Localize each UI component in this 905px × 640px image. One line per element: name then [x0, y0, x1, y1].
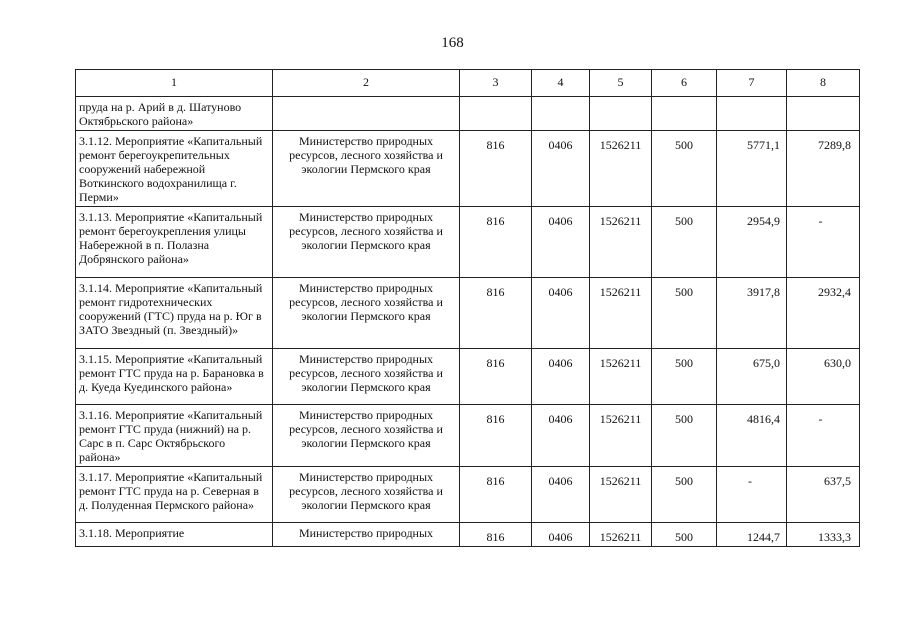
- target-article-cell: 1526211: [590, 207, 652, 278]
- table-header-row: [76, 70, 860, 97]
- expense-type-cell: 500: [652, 349, 717, 405]
- activity-name-cell: 3.1.17. Мероприятие «Капитальный ремонт ГТС пруда на р. Северная в д. Полуденная Пермского района»: [76, 467, 273, 523]
- column-header: 5: [590, 70, 652, 97]
- activity-name-cell: 3.1.18. Мероприятие: [76, 523, 273, 547]
- amount-cell: 2954,9: [717, 207, 787, 278]
- gp-code-cell: 816: [460, 467, 532, 523]
- target-article-cell: 1526211: [590, 467, 652, 523]
- amount-cell: 1244,7: [717, 523, 787, 547]
- budget-table: [75, 69, 860, 547]
- amount-cell: 3917,8: [717, 278, 787, 349]
- amount-cell: 5771,1: [717, 131, 787, 207]
- column-header: 7: [717, 70, 787, 97]
- section-code-cell: 0406: [532, 131, 590, 207]
- expense-type-cell: 500: [652, 131, 717, 207]
- table-row: [76, 467, 860, 523]
- activity-name-cell: 3.1.16. Мероприятие «Капитальный ремонт ГТС пруда (нижний) на р. Сарс в п. Сарс Октябрьского района»: [76, 405, 273, 467]
- table-row: [76, 278, 860, 349]
- target-article-cell: 1526211: [590, 523, 652, 547]
- table-row: [76, 523, 860, 547]
- amount-cell: 1333,3: [787, 523, 860, 547]
- amount-cell: -: [717, 467, 787, 523]
- amount-cell: 637,5: [787, 467, 860, 523]
- amount-cell: 4816,4: [717, 405, 787, 467]
- amount-cell: [717, 97, 787, 131]
- expense-type-cell: 500: [652, 278, 717, 349]
- gp-code-cell: 816: [460, 405, 532, 467]
- amount-cell: -: [787, 405, 860, 467]
- activity-name-cell: 3.1.14. Мероприятие «Капитальный ремонт гидротехнических сооружений (ГТС) пруда на р. Юг в ЗАТО Звездный (п. Звездный)»: [76, 278, 273, 349]
- expense-type-cell: 500: [652, 405, 717, 467]
- responsible-executor-cell: Министерство природных ресурсов, лесного хозяйства и экологии Пермского края: [273, 278, 460, 349]
- responsible-executor-cell: Министерство природных ресурсов, лесного хозяйства и экологии Пермского края: [273, 467, 460, 523]
- activity-name-cell: 3.1.15. Мероприятие «Капитальный ремонт ГТС пруда на р. Барановка в д. Куеда Куединского района»: [76, 349, 273, 405]
- target-article-cell: 1526211: [590, 349, 652, 405]
- table-row: [76, 97, 860, 131]
- amount-cell: 630,0: [787, 349, 860, 405]
- responsible-executor-cell: Министерство природных ресурсов, лесного хозяйства и экологии Пермского края: [273, 207, 460, 278]
- column-header: 8: [787, 70, 860, 97]
- column-header: 3: [460, 70, 532, 97]
- column-header: 1: [76, 70, 273, 97]
- section-code-cell: 0406: [532, 349, 590, 405]
- section-code-cell: 0406: [532, 405, 590, 467]
- responsible-executor-cell: Министерство природных ресурсов, лесного хозяйства и экологии Пермского края: [273, 349, 460, 405]
- section-code-cell: [532, 97, 590, 131]
- activity-name-cell: 3.1.12. Мероприятие «Капитальный ремонт берегоукрепительных сооружений набережной Воткинского водохранилища г. Перми»: [76, 131, 273, 207]
- activity-name-cell: 3.1.13. Мероприятие «Капитальный ремонт берегоукрепления улицы Набережной в п. Полазна Добрянского района»: [76, 207, 273, 278]
- gp-code-cell: 816: [460, 278, 532, 349]
- expense-type-cell: 500: [652, 467, 717, 523]
- section-code-cell: 0406: [532, 207, 590, 278]
- expense-type-cell: [652, 97, 717, 131]
- gp-code-cell: [460, 97, 532, 131]
- responsible-executor-cell: Министерство природных ресурсов, лесного хозяйства и экологии Пермского края: [273, 405, 460, 467]
- page-number: 168: [441, 35, 464, 51]
- table-row: [76, 207, 860, 278]
- table-row: [76, 131, 860, 207]
- responsible-executor-cell: Министерство природных ресурсов, лесного хозяйства и экологии Пермского края: [273, 131, 460, 207]
- section-code-cell: 0406: [532, 523, 590, 547]
- expense-type-cell: 500: [652, 523, 717, 547]
- amount-cell: -: [787, 207, 860, 278]
- gp-code-cell: 816: [460, 349, 532, 405]
- section-code-cell: 0406: [532, 467, 590, 523]
- target-article-cell: [590, 97, 652, 131]
- gp-code-cell: 816: [460, 207, 532, 278]
- table-row: [76, 349, 860, 405]
- activity-name-cell: пруда на р. Арий в д. Шатуново Октябрьского района»: [76, 97, 273, 131]
- column-header: 6: [652, 70, 717, 97]
- table-row: [76, 405, 860, 467]
- target-article-cell: 1526211: [590, 131, 652, 207]
- amount-cell: 7289,8: [787, 131, 860, 207]
- amount-cell: 675,0: [717, 349, 787, 405]
- target-article-cell: 1526211: [590, 278, 652, 349]
- responsible-executor-cell: [273, 97, 460, 131]
- column-header: 2: [273, 70, 460, 97]
- section-code-cell: 0406: [532, 278, 590, 349]
- target-article-cell: 1526211: [590, 405, 652, 467]
- column-header: 4: [532, 70, 590, 97]
- gp-code-cell: 816: [460, 131, 532, 207]
- amount-cell: 2932,4: [787, 278, 860, 349]
- responsible-executor-cell: Министерство природных: [273, 523, 460, 547]
- gp-code-cell: 816: [460, 523, 532, 547]
- expense-type-cell: 500: [652, 207, 717, 278]
- amount-cell: [787, 97, 860, 131]
